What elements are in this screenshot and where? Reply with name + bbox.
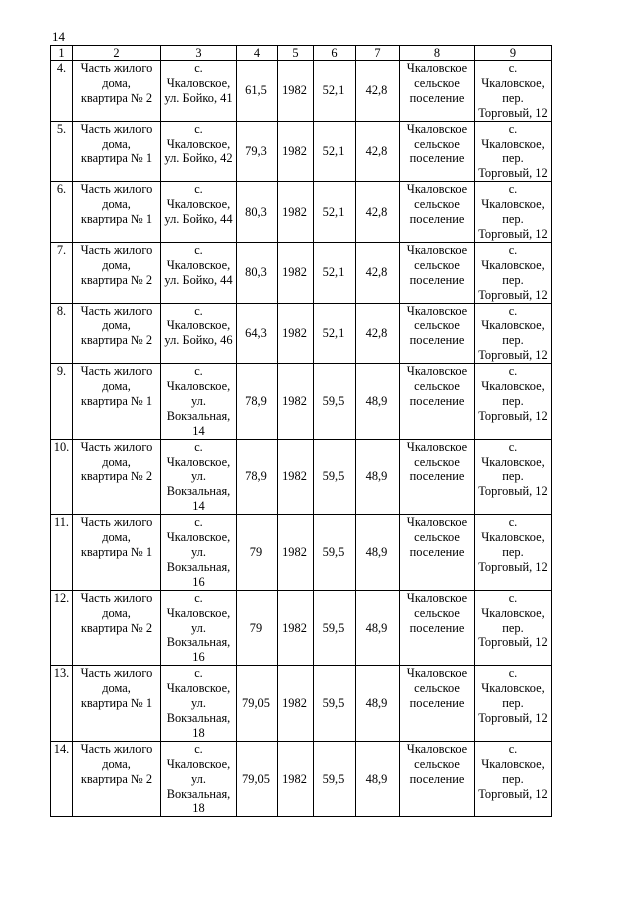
owner-cell — [400, 439, 475, 515]
owner-line: Чкаловское — [406, 590, 468, 605]
year-cell: 1982 — [278, 121, 314, 182]
owner-line: Чкаловское — [406, 666, 468, 681]
object-name-line: квартира № 1 — [80, 696, 153, 711]
address-line: ул. — [191, 771, 206, 786]
address-line: 18 — [192, 801, 205, 816]
address-line: с. — [194, 439, 203, 454]
object-name-line: Часть жилого — [80, 61, 153, 75]
object-name-line: Часть жилого — [80, 242, 153, 257]
area-cell: 61,5 — [237, 61, 278, 122]
column-7-cell: 48,9 — [356, 364, 400, 440]
address-line: ул. — [191, 696, 206, 711]
owner-line: поселение — [409, 469, 465, 484]
owner-line: поселение — [409, 771, 465, 786]
address-line: Чкаловское, — [166, 136, 231, 151]
area-cell: 80,3 — [237, 182, 278, 243]
location-line: Торговый, 12 — [478, 226, 548, 241]
address-line: ул. — [191, 545, 206, 559]
address-cell — [161, 741, 237, 817]
area-cell: 64,3 — [237, 303, 278, 364]
address-cell — [161, 439, 237, 515]
owner-line: сельское — [414, 756, 460, 771]
row-number-cell: 8. — [51, 303, 73, 364]
owner-cell — [400, 741, 475, 817]
address-line: 16 — [192, 650, 205, 665]
object-name-line: Часть жилого — [80, 303, 153, 318]
address-line: ул. — [191, 469, 206, 484]
location-line: Чкаловское, пер. — [481, 75, 545, 105]
object-name-cell — [73, 741, 161, 817]
owner-line: сельское — [414, 379, 460, 394]
location-cell — [475, 590, 552, 666]
address-cell — [161, 303, 237, 364]
address-line: Чкаловское, — [166, 379, 231, 394]
location-line: с. — [508, 364, 518, 379]
area-cell: 79,05 — [237, 666, 278, 742]
address-line: с. — [194, 741, 203, 756]
address-cell — [161, 242, 237, 303]
column-6-cell: 52,1 — [314, 303, 356, 364]
location-line: Торговый, 12 — [478, 484, 548, 499]
column-6-cell: 52,1 — [314, 61, 356, 122]
location-cell — [475, 121, 552, 182]
table-row — [51, 439, 552, 515]
address-cell — [161, 515, 237, 591]
location-line: с. — [508, 61, 518, 75]
address-line: с. — [194, 515, 203, 530]
column-7-cell: 48,9 — [356, 741, 400, 817]
address-line: Чкаловское, — [166, 605, 231, 620]
object-name-line: дома, — [102, 605, 131, 620]
address-cell — [161, 364, 237, 440]
object-name-line: квартира № 1 — [80, 393, 153, 408]
column-6-cell: 52,1 — [314, 242, 356, 303]
object-name-line: квартира № 1 — [80, 151, 153, 166]
location-line: пер. — [502, 151, 524, 166]
location-cell — [475, 61, 552, 122]
row-number-cell: 7. — [51, 242, 73, 303]
column-number-header: 4 — [237, 46, 278, 61]
column-7-cell: 48,9 — [356, 515, 400, 591]
object-name-cell — [73, 242, 161, 303]
column-number-header: 7 — [356, 46, 400, 61]
table-row — [51, 303, 552, 364]
object-name-line: квартира № 2 — [80, 333, 153, 348]
column-7-cell: 48,9 — [356, 666, 400, 742]
owner-line: Чкаловское — [406, 515, 468, 530]
address-line: ул. — [191, 620, 206, 635]
column-number-header: 8 — [400, 46, 475, 61]
area-cell: 78,9 — [237, 439, 278, 515]
owner-line: поселение — [409, 151, 465, 166]
object-name-cell — [73, 364, 161, 440]
location-line: Чкаловское, — [481, 756, 545, 771]
object-name-line: Часть жилого — [80, 666, 153, 681]
object-name-line: квартира № 2 — [80, 620, 153, 635]
address-line: ул. Бойко, 44 — [164, 212, 233, 227]
object-name-line: дома, — [102, 257, 131, 272]
area-cell: 79 — [237, 590, 278, 666]
owner-cell — [400, 242, 475, 303]
owner-line: поселение — [409, 696, 465, 711]
owner-line: Чкаловское — [406, 182, 468, 197]
object-name-line: квартира № 1 — [80, 212, 153, 227]
column-number-header: 9 — [475, 46, 552, 61]
owner-cell — [400, 515, 475, 591]
object-name-cell — [73, 121, 161, 182]
location-line: пер. — [502, 620, 524, 635]
address-line: с. — [194, 590, 203, 605]
object-name-line: Часть жилого — [80, 182, 153, 197]
column-number-header: 6 — [314, 46, 356, 61]
row-number-cell: 11. — [51, 515, 73, 591]
owner-line: поселение — [409, 212, 465, 227]
address-cell — [161, 182, 237, 243]
address-line: 14 — [192, 423, 205, 438]
object-name-line: квартира № 2 — [80, 90, 153, 105]
location-cell — [475, 666, 552, 742]
object-name-line: квартира № 2 — [80, 272, 153, 287]
row-number-cell: 9. — [51, 364, 73, 440]
column-number-header: 1 — [51, 46, 73, 61]
object-name-line: дома, — [102, 75, 131, 90]
object-name-line: дома, — [102, 454, 131, 469]
column-6-cell: 52,1 — [314, 182, 356, 243]
address-line: с. — [194, 364, 203, 379]
location-cell — [475, 439, 552, 515]
location-line: Торговый, 12 — [478, 786, 548, 801]
owner-line: сельское — [414, 454, 460, 469]
location-line: с. — [508, 121, 518, 136]
column-7-cell: 42,8 — [356, 61, 400, 122]
owner-line: сельское — [414, 136, 460, 151]
year-cell: 1982 — [278, 439, 314, 515]
location-line: Чкаловское, — [481, 681, 545, 696]
owner-line: сельское — [414, 681, 460, 696]
object-name-line: Часть жилого — [80, 439, 153, 454]
address-line: с. — [194, 666, 203, 681]
address-line: ул. Бойко, 44 — [164, 272, 233, 287]
year-cell: 1982 — [278, 590, 314, 666]
address-cell — [161, 666, 237, 742]
address-cell — [161, 61, 237, 122]
owner-cell — [400, 121, 475, 182]
column-number-header-row — [51, 46, 552, 61]
location-line: Чкаловское, — [481, 136, 545, 151]
owner-cell — [400, 182, 475, 243]
row-number-cell: 12. — [51, 590, 73, 666]
location-line: с. — [508, 182, 518, 197]
location-line: Торговый, 12 — [478, 166, 548, 181]
owner-line: поселение — [409, 90, 465, 105]
column-number-header: 5 — [278, 46, 314, 61]
table-row — [51, 61, 552, 122]
object-name-line: Часть жилого — [80, 741, 153, 756]
location-cell — [475, 741, 552, 817]
object-name-line: квартира № 2 — [80, 771, 153, 786]
location-line: пер. — [502, 393, 524, 408]
address-line: Чкаловское, — [166, 530, 231, 545]
object-name-line: Часть жилого — [80, 364, 153, 379]
column-7-cell: 42,8 — [356, 303, 400, 364]
column-6-cell: 59,5 — [314, 590, 356, 666]
location-line: с. — [508, 515, 518, 530]
row-number-cell: 13. — [51, 666, 73, 742]
owner-cell — [400, 61, 475, 122]
address-line: Чкаловское, — [166, 197, 231, 212]
location-line: пер. — [502, 333, 524, 348]
object-name-line: дома, — [102, 379, 131, 394]
location-line: Чкаловское, — [481, 605, 545, 620]
location-line: Торговый, 12 — [478, 710, 548, 725]
area-cell: 79 — [237, 515, 278, 591]
object-name-line: дома, — [102, 136, 131, 151]
location-cell — [475, 182, 552, 243]
column-number-header: 2 — [73, 46, 161, 61]
column-6-cell: 52,1 — [314, 121, 356, 182]
property-register-table — [50, 45, 552, 817]
address-line: ул. Бойко, 46 — [164, 333, 233, 348]
object-name-cell — [73, 182, 161, 243]
address-line: Вокзальная, — [166, 635, 231, 650]
table-row — [51, 741, 552, 817]
object-name-line: дома, — [102, 197, 131, 212]
address-line: с. — [194, 182, 203, 197]
object-name-cell — [73, 439, 161, 515]
address-line: ул. Бойко, 41 — [164, 90, 233, 105]
table-row — [51, 590, 552, 666]
object-name-line: Часть жилого — [80, 515, 153, 530]
owner-cell — [400, 364, 475, 440]
owner-line: сельское — [414, 605, 460, 620]
address-cell — [161, 590, 237, 666]
owner-line: Чкаловское — [406, 61, 468, 75]
location-line: Торговый, 12 — [478, 105, 548, 120]
area-cell: 79,05 — [237, 741, 278, 817]
area-cell: 79,3 — [237, 121, 278, 182]
area-cell: 80,3 — [237, 242, 278, 303]
location-line: Чкаловское, — [481, 454, 545, 469]
object-name-line: дома, — [102, 530, 131, 545]
table-body — [51, 46, 552, 817]
location-line: Чкаловское, — [481, 379, 545, 394]
column-7-cell: 48,9 — [356, 439, 400, 515]
location-line: с. — [508, 666, 518, 681]
owner-cell — [400, 666, 475, 742]
address-line: с. — [194, 303, 203, 318]
owner-line: сельское — [414, 530, 460, 545]
owner-line: сельское — [414, 75, 460, 90]
owner-line: сельское — [414, 318, 460, 333]
location-line: с. — [508, 439, 518, 454]
location-line: с. — [508, 590, 518, 605]
object-name-line: квартира № 1 — [80, 545, 153, 559]
address-line: ул. Бойко, 42 — [164, 151, 233, 166]
year-cell: 1982 — [278, 364, 314, 440]
address-line: Чкаловское, — [166, 318, 231, 333]
address-cell — [161, 121, 237, 182]
address-line: Чкаловское, — [166, 756, 231, 771]
column-number-header: 3 — [161, 46, 237, 61]
owner-line: сельское — [414, 257, 460, 272]
owner-line: поселение — [409, 545, 465, 559]
table-row — [51, 121, 552, 182]
owner-line: Чкаловское — [406, 439, 468, 454]
area-cell: 78,9 — [237, 364, 278, 440]
column-6-cell: 59,5 — [314, 439, 356, 515]
address-line: с. — [194, 61, 203, 75]
owner-cell — [400, 590, 475, 666]
address-line: ул. — [191, 393, 206, 408]
object-name-cell — [73, 303, 161, 364]
table-row — [51, 666, 552, 742]
location-line: Торговый, 12 — [478, 348, 548, 363]
location-line: Торговый, 12 — [478, 559, 548, 574]
address-line: Вокзальная, — [166, 484, 231, 499]
owner-line: Чкаловское — [406, 364, 468, 379]
location-line: пер. — [502, 272, 524, 287]
row-number-cell: 10. — [51, 439, 73, 515]
address-line: Вокзальная, — [166, 710, 231, 725]
address-line: с. — [194, 121, 203, 136]
location-line: пер. — [502, 545, 524, 559]
column-7-cell: 42,8 — [356, 242, 400, 303]
location-line: Чкаловское, — [481, 318, 545, 333]
location-line: Торговый, 12 — [478, 635, 548, 650]
row-number-cell: 5. — [51, 121, 73, 182]
location-line: с. — [508, 242, 518, 257]
owner-line: Чкаловское — [406, 242, 468, 257]
object-name-line: дома, — [102, 756, 131, 771]
location-cell — [475, 242, 552, 303]
column-7-cell: 48,9 — [356, 590, 400, 666]
table-row — [51, 242, 552, 303]
object-name-cell — [73, 666, 161, 742]
location-line: Чкаловское, — [481, 530, 545, 545]
owner-line: поселение — [409, 620, 465, 635]
year-cell: 1982 — [278, 741, 314, 817]
object-name-line: квартира № 2 — [80, 469, 153, 484]
object-name-line: дома, — [102, 681, 131, 696]
location-line: с. — [508, 303, 518, 318]
row-number-cell: 14. — [51, 741, 73, 817]
location-line: Чкаловское, — [481, 257, 545, 272]
address-line: с. — [194, 242, 203, 257]
location-cell — [475, 515, 552, 591]
address-line: Вокзальная, — [166, 408, 231, 423]
object-name-line: Часть жилого — [80, 590, 153, 605]
year-cell: 1982 — [278, 303, 314, 364]
location-line: Торговый, 12 — [478, 408, 548, 423]
row-number-cell: 6. — [51, 182, 73, 243]
location-line: с. — [508, 741, 518, 756]
owner-line: Чкаловское — [406, 303, 468, 318]
owner-line: поселение — [409, 272, 465, 287]
column-6-cell: 59,5 — [314, 364, 356, 440]
column-7-cell: 42,8 — [356, 121, 400, 182]
table-row — [51, 515, 552, 591]
owner-line: Чкаловское — [406, 741, 468, 756]
location-line: Торговый, 12 — [478, 287, 548, 302]
address-line: 14 — [192, 499, 205, 514]
year-cell: 1982 — [278, 182, 314, 243]
year-cell: 1982 — [278, 515, 314, 591]
location-line: Чкаловское, — [481, 197, 545, 212]
address-line: 18 — [192, 725, 205, 740]
column-6-cell: 59,5 — [314, 515, 356, 591]
year-cell: 1982 — [278, 666, 314, 742]
object-name-line: Часть жилого — [80, 121, 153, 136]
table-row — [51, 364, 552, 440]
row-number-cell: 4. — [51, 61, 73, 122]
location-line: пер. — [502, 469, 524, 484]
owner-line: поселение — [409, 393, 465, 408]
location-line: пер. — [502, 771, 524, 786]
owner-line: Чкаловское — [406, 121, 468, 136]
year-cell: 1982 — [278, 61, 314, 122]
column-6-cell: 59,5 — [314, 666, 356, 742]
location-line: пер. — [502, 696, 524, 711]
owner-line: сельское — [414, 197, 460, 212]
address-line: 16 — [192, 574, 205, 589]
address-line: Чкаловское, — [166, 681, 231, 696]
owner-cell — [400, 303, 475, 364]
object-name-cell — [73, 590, 161, 666]
location-cell — [475, 303, 552, 364]
object-name-cell — [73, 515, 161, 591]
column-6-cell: 59,5 — [314, 741, 356, 817]
location-line: пер. — [502, 212, 524, 227]
owner-line: поселение — [409, 333, 465, 348]
address-line: Чкаловское, — [166, 257, 231, 272]
address-line: Чкаловское, — [166, 75, 231, 90]
page-number: 14 — [52, 29, 65, 44]
address-line: Чкаловское, — [166, 454, 231, 469]
address-line: Вокзальная, — [166, 786, 231, 801]
column-7-cell: 42,8 — [356, 182, 400, 243]
address-line: Вокзальная, — [166, 559, 231, 574]
location-cell — [475, 364, 552, 440]
year-cell: 1982 — [278, 242, 314, 303]
object-name-cell — [73, 61, 161, 122]
object-name-line: дома, — [102, 318, 131, 333]
table-row — [51, 182, 552, 243]
